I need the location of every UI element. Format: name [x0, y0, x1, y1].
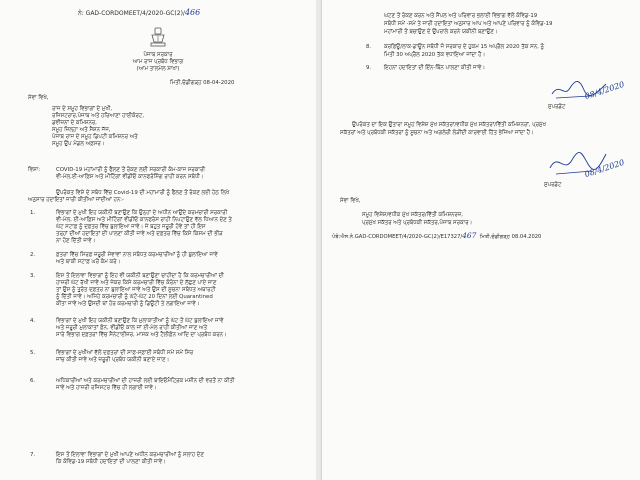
- item-number: 8.: [366, 44, 372, 50]
- item-line: ਕੀਤਾ ਜਾਵੇ ਅਤੇ ਉਸਦੀ ਥਾਂ ਹੋਰ ਕਰਮਚਾਰੀ ਨੂੰ ਡਿਊਟੀ ਤੇ ਲਗਾਇਆ ਜਾਵੇ।: [56, 301, 200, 307]
- item-line: ਜਾਂਚ ਕੀਤੀ ਜਾਵੇ ਅਤੇ ਜ਼ਰੂਰੀ ਪ੍ਰਬੰਧ ਯਕੀਨੀ ਬਣਾਏ ਜਾਣ।: [56, 357, 170, 363]
- continued-line: ਘਟਣ ਤੋਂ ਰੋਕਣ ਕਰਨ ਅਤੇ ਸੈਂਪਲ ਅਤੇ ਪਰਿਵਾਰ ਭਲਾਈ ਵਿਭਾਗ ਵੱਲੋਂ ਕੋਵਿਡ-19: [384, 13, 538, 19]
- continued-line: ਸਬੰਧੀ ਸਮੇਂ -ਸਮੇਂ ਤੇ ਜਾਰੀ ਹਦਾਇਤਾਂ ਅਨੁਸਾਰ ਆਪ ਅਤੇ ਆਪਣੇ ਪਰਿਵਾਰ ਨੂੰ ਕੋਵਿਡ-19: [384, 21, 553, 27]
- item-line: ਵਿਭਾਗਾਂ ਦੇ ਮੁਖੀ ਇਹ ਯਕੀਨੀ ਬਣਾਉਣ ਕਿ ਮੁਲਾਕਾਤੀਆਂ ਨੂੰ ਘੱਟ ਤੋਂ ਘੱਟ ਬੁਲਾਇਆ ਜਾਵੇ: [56, 318, 224, 324]
- item-line: ਇਸ ਤੋਂ ਇਲਾਵਾ ਵਿਭਾਗਾਂ ਦੇ ਮੁਖੀ ਆਪਣੇ ਅਧੀਨ ਕਰਮਚਾਰੀਆਂ ਨੂੰ ਸਲਾਹ ਦੇਣ: [56, 452, 204, 458]
- item-line: ਇਸ ਤੋਂ ਇਲਾਵਾ ਵਿਭਾਗਾਂ ਨੂੰ ਇਹ ਵੀ ਯਕੀਨੀ ਬਣਾਉਣਾ ਚਾਹੀਦਾ ਹੈ ਕਿ ਕਰਮਚਾਰੀਆਂ ਦੀ: [56, 273, 224, 279]
- salutation: ਸੇਵਾ ਵਿਖੇ,: [28, 95, 49, 101]
- letter-number-handwritten: 466: [184, 8, 201, 17]
- item-number: 9.: [366, 65, 372, 71]
- item-line: ਫ਼ਤਰਾਂ ਵਿੱਚ ਸਿਰਫ਼ ਜ਼ਰੂਰੀ ਸੇਵਾਵਾਂ ਨਾਲ ਸਬੰਧਤ ਕਰਮਚਾਰੀਆਂ ਨੂੰ ਹੀ ਬੁਲਾਇਆ ਜਾਵੇ: [56, 252, 218, 258]
- continued-line: ਮਹਾਂਮਾਰੀ ਤੋਂ ਬਚਾਉਣ ਦੇ ਉਪਰਾਲੇ ਕਰਨੇ ਯਕੀਨੀ ਬਣਾਉਣ।: [384, 29, 498, 35]
- item-line: ਕਿ ਕੋਵਿਡ-19 ਸਬੰਧੀ ਹਦਾਇਤਾਂ ਦੀ ਪਾਲਣਾ ਕੀਤੀ ਜਾਵੇ।: [56, 459, 166, 465]
- signature-designation: ਸੁਪਰਡੰਟ: [544, 182, 562, 188]
- item-line: ਜਾਵੇ ਅਤੇ ਹਾਜ਼ਰੀ ਰਜਿਸਟਰ ਵਿੱਚ ਹੀ ਲਗਾਈ ਜਾਵੇ।: [56, 385, 157, 391]
- endorsement-line: [332, 232, 541, 241]
- recipient-line: ਸਮੂਹ ਜ਼ਿਲ੍ਹਾ ਅਤੇ ਸੈਸ਼ਨ ਜੱਜ,: [52, 127, 111, 133]
- signature-designation: ਸੁਪਰਡੰਟ: [548, 104, 566, 110]
- item-line: ਤਾਂ ਉਸ ਨੂੰ ਤੁਰੰਤ ਦਫ਼ਤਰ ਨਾ ਬੁਲਾਇਆ ਜਾਵੇ ਅਤੇ ਉਸ ਦੀ ਸੂਚਨਾ ਸਬੰਧਤ ਅਥਾਰਟੀ: [56, 287, 216, 293]
- letter-number: [78, 9, 200, 17]
- right-document-page: [322, 0, 640, 480]
- item-number: 7.: [30, 452, 36, 458]
- item-number: 3.: [30, 273, 36, 279]
- header-line-1: ਪੰਜਾਬ ਸਰਕਾਰ: [143, 52, 173, 58]
- header-line-3: (ਆਮ ਤਾਲਮੇਲ ਸ਼ਾਖਾ): [136, 66, 180, 72]
- endorsement-handwritten-number: 467: [462, 231, 477, 240]
- item-line: ਵਿਭਾਗਾਂ ਦੇ ਮੁਖੀ ਇਹ ਯਕੀਨੀ ਬਣਾਉਣ ਕਿ ਉਨ੍ਹਾਂ ਦੇ ਅਧੀਨ ਆਉਂਦੇ ਕਰਮਚਾਰੀ ਸਰਕਾਰੀ: [56, 210, 228, 216]
- letter-number-text: ਨੰ: GAD-CORDOMEET/4/2020-GC(2)/: [78, 10, 185, 17]
- recipient-line: ਸਮੂਹ ਉਪ ਮੰਡਲ ਅਫ਼ਸਰ।: [52, 141, 105, 147]
- item-line: ਨੂੰ ਦਿੱਤੀ ਜਾਵੇ। ਅਜਿਹੇ ਕਰਮਚਾਰੀ ਨੂੰ ਘੱਟੋ-ਘੱਟ 20 ਦਿਨਾਂ ਲਈ Quarantined: [56, 294, 213, 300]
- endorsement-date: ਮਿਤੀ,ਚੰਡੀਗੜ੍ਹ 08.04.2020: [479, 234, 542, 240]
- recipient-line: ਪ੍ਰਮੁੱਖ ਸਕੱਤਰ ਅਤੇ ਪ੍ਰਬੰਧਕੀ ਸਕੱਤਰ,ਪੰਜਾਬ ਸਰਕਾਰ।: [362, 220, 473, 226]
- item-number: 1.: [30, 210, 36, 216]
- item-line: ਹਾਜ਼ਰੀ ਘੱਟ ਰੱਖੀ ਜਾਵੇ ਅਤੇ ਜੇਕਰ ਕਿਸੇ ਕਰਮਚਾਰੀ ਵਿੱਚ ਕੋਰੋਨਾ ਦੇ ਲੱਛਣ ਪਾਏ ਜਾਣ: [56, 280, 217, 286]
- recipient-line: ਰਾਜ ਦੇ ਸਮੂਹ ਵਿਭਾਗਾਂ ਦੇ ਮੁਖੀ,: [52, 106, 113, 112]
- item-line: ਅਧਿਕਾਰੀਆਂ ਅਤੇ ਕਰਮਚਾਰੀਆਂ ਦੀ ਹਾਜ਼ਰੀ ਲਈ ਬਾਇਓਮੈਟ੍ਰਿਕ ਮਸ਼ੀਨ ਦੀ ਵਰਤੋਂ ਨਾ ਕੀਤੀ: [56, 378, 235, 384]
- signature-date: 08/4/2020: [583, 79, 626, 102]
- subject-line: ਵੀ-ਮੇਲ,ਈ-ਆਫ਼ਿਸ ਅਤੇ ਮੀਟਿੰਗਾਂ ਵੀਡੀਓ ਕਾਨਫਰੰਸਿੰਗ ਰਾਹੀਂ ਕਰਨ ਸਬੰਧੀ।: [56, 174, 204, 180]
- left-document-page: [0, 0, 316, 480]
- item-line: ਤਰ੍ਹਾਂ ਦੀਆਂ ਹਦਾਇਤਾਂ ਦੀ ਪਾਲਣਾ ਕੀਤੀ ਜਾਵੇ ਅਤੇ ਦਫ਼ਤਰ ਵਿੱਚ ਕਿਸੇ ਕਿਸਮ ਦੀ ਭੀੜ: [56, 231, 223, 237]
- endorsement-number: ਪੰਬੰ:ਐਸ.ਨੰ.GAD-CORDOMEET/4/2020-GC(2)/E17327/: [332, 234, 463, 240]
- item-line: ਵਿਭਾਗਾਂ ਦੇ ਮੁਖੀਆਂ ਵੱਲੋਂ ਦਫ਼ਤਰਾਂ ਦੀ ਸਾਫ਼-ਸਫ਼ਾਈ ਸਬੰਧੀ ਸਮੇਂ ਸਮੇਂ ਸਿਰ: [56, 350, 194, 356]
- item-line: ਮਿਤੀ 30 ਅਪ੍ਰੈਲ 2020 ਤੱਕ ਵਧਾਇਆ ਜਾਂਦਾ ਹੈ।: [384, 52, 486, 58]
- item-number: 4.: [30, 318, 36, 324]
- intro-line: ਅਨੁਸਾਰ ਹਦਾਇਤਾਂ ਜਾਰੀ ਕੀਤੀਆਂ ਜਾਂਦੀਆਂ ਹਨ:-: [28, 197, 124, 203]
- item-line: ਨਾ ਹੋਣ ਦਿੱਤੀ ਜਾਵੇ।: [56, 238, 96, 244]
- item-line: ਘੱਟ ਸਟਾਫ਼ ਨੂੰ ਦਫ਼ਤਰ ਵਿੱਚ ਬੁਲਾਇਆ ਜਾਵੇ। ਜੇ ਬਹੁਤ ਜਰੂਰੀ ਹੋਵੇ ਤਾਂ ਹੀ ਇਸ: [56, 224, 206, 230]
- item-number: 2.: [30, 252, 36, 258]
- item-number: 5.: [30, 350, 36, 356]
- recipient-line: ਸਮੂਹ ਵਿਸ਼ੇਸ਼/ਵਧੀਕ ਮੁੱਖ ਸਕੱਤਰ/ਵਿੱਤੀ ਕਮਿਸ਼ਨਰਜ਼,: [362, 212, 463, 218]
- item-line: ਇਹਨਾਂ ਹਦਾਇਤਾਂ ਦੀ ਇੰਨ-ਬਿੰਨ ਪਾਲਣਾ ਕੀਤੀ ਜਾਵੇ।: [384, 65, 486, 71]
- subject-label: ਵਿਸ਼ਾ:: [28, 167, 41, 173]
- recipient-line: ਰਜਿਸਟਰਾਰ,ਪੰਜਾਬ ਅਤੇ ਹਰਿਆਣਾ ਹਾਈਕੋਰਟ,: [52, 113, 145, 119]
- signature-date: 08/4/2020: [583, 157, 626, 180]
- header-line-2: ਆਮ ਰਾਜ ਪ੍ਰਬੰਧ ਵਿਭਾਗ: [132, 59, 184, 65]
- item-line: ਅਤੇ ਬਾਕੀ ਸਟਾਫ਼ ਘਰੋਂ ਕੰਮ ਕਰੇ।: [56, 259, 121, 265]
- closing-line: ਸਕੱਤਰਾਂ ਅਤੇ ਪ੍ਰਬੰਧਕੀ ਸਕੱਤਰਾਂ ਨੂੰ ਸੂਚਨਾ ਅਤੇ ਅਗਲੇਰੀ ਲੋੜੀਂਦੀ ਕਾਰਵਾਈ ਹਿੱਤ ਭੇਜਿਆ ਜਾਂਦਾ ਹੈ।: [340, 130, 534, 136]
- recipient-line: ਡਵੀਜ਼ਨਾਂ ਦੇ ਕਮਿਸ਼ਨਰ,: [52, 120, 97, 126]
- item-line: ਵੀ-ਮੇਲ, ਈ-ਆਫ਼ਿਸ ਅਤੇ ਮੀਟਿੰਗਾਂ ਵੀਡੀਓ ਕਾਨਫਰੰਸ ਰਾਹੀਂ ਨਿਪਟਾਉਣ ਵੱਲ ਧਿਆਨ ਦੇਣ ਤੇ: [56, 217, 232, 223]
- salutation: ਸੇਵਾ ਵਿਖੇ,: [340, 198, 361, 204]
- item-line: ਸਾਰੇ ਵਿਭਾਗ ਦਫ਼ਤਰਾਂ ਵਿੱਚ ਸੈਨੇਟਾਈਜ਼ਰ, ਮਾਸਕ ਅਤੇ ਟੈਲੀਫ਼ੋਨ ਆਦਿ ਦਾ ਪ੍ਰਬੰਧ ਕਰਨ।: [56, 332, 227, 338]
- date-line: ਮਿਤੀ,ਚੰਡੀਗੜ੍ਹ 08-04-2020: [170, 80, 235, 86]
- intro-line: ਉਪਰੋਕਤ ਵਿਸ਼ੇ ਦੇ ਸਬੰਧ ਵਿੱਚ Covid-19 ਦੀ ਮਹਾਂਮਾਰੀ ਨੂੰ ਫੈਲਣ ਤੋਂ ਰੋਕਣ ਲਈ ਹੇਠ ਲਿਖੇ: [56, 190, 230, 196]
- item-line: ਕਰਫ਼ਿਊ/ਲਾਕ-ਡਾਊਨ ਸਬੰਧੀ ਜੋ ਸਰਕਾਰ ਦੇ ਹੁਕਮ 15 ਅਪ੍ਰੈਲ 2020 ਤੱਕ ਸਨ, ਨੂੰ: [384, 44, 545, 50]
- item-number: 6.: [30, 378, 36, 384]
- closing-line: ਉਪਰੋਕਤ ਦਾ ਇਕ ਉਤਾਰਾ ਸਮੂਹ ਵਿਸ਼ੇਸ਼ ਮੁੱਖ ਸਕੱਤਰਾਂ/ਵਧੀਕ ਮੁੱਖ ਸਕੱਤਰਾਂ/ਵਿੱਤੀ ਕਮਿਸ਼ਨਰਾਂ, ਪ੍ਰਮੁੱਖ: [352, 122, 546, 128]
- item-line: ਅਤੇ ਜਰੂਰੀ ਮੁਲਾਕਾਤਾਂ ਫ਼ੋਨ, ਵੀਡੀਓ ਕਾਲ ਜਾਂ ਈ-ਮੇਲ ਰਾਹੀਂ ਕੀਤੀਆਂ ਜਾਣ ਅਤੇ: [56, 325, 208, 331]
- recipient-line: ਪੰਜਾਬ ਰਾਜ ਦੇ ਸਮੂਹ ਡਿਪਟੀ ਕਮਿਸ਼ਨਰ ਅਤੇ: [52, 134, 138, 140]
- emblem-icon: [148, 27, 168, 49]
- subject-line: COVID-19 ਮਹਾਂਮਾਰੀ ਨੂੰ ਫੈਲਣ ਤੋਂ ਰੋਕਣ ਲਈ ਸਰਕਾਰੀ ਕੰਮ-ਕਾਜ ਸਰਕਾਰੀ: [56, 167, 205, 173]
